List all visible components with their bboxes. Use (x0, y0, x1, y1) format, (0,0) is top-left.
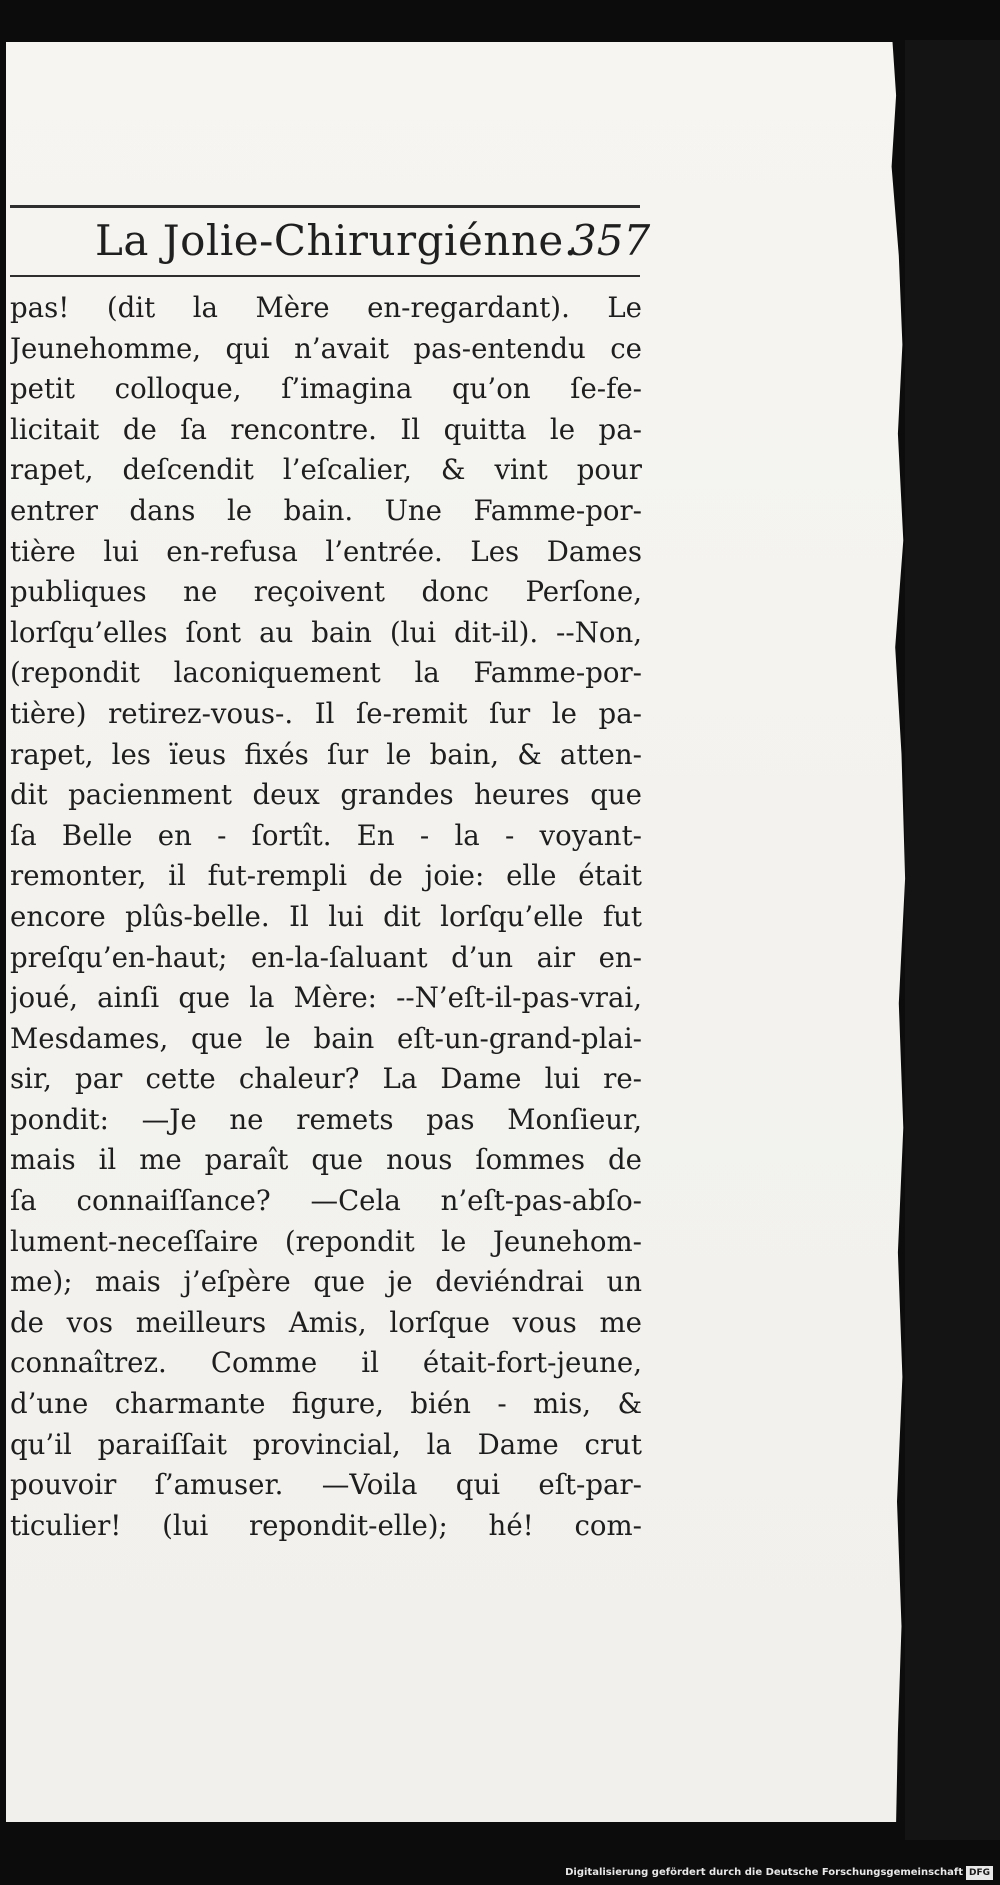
text-line: entrer dans le bain. Une Famme-por- (10, 493, 642, 527)
text-line: pas! (dit la Mère en-regardant). Le (10, 291, 642, 324)
text-line: preſqu’en-haut; en-la-ſaluant d’un air en- (10, 940, 642, 974)
text-line: petit colloque, ſ’imagina qu’on ſe-fe- (10, 372, 642, 406)
text-line: de vos meilleurs Amis, lorſque vous me (10, 1305, 642, 1339)
text-line: qu’il paraiſſait provincial, la Dame crut (10, 1427, 642, 1461)
scan-background-edge (905, 40, 1000, 1840)
text-line: rapet, les ïeus fixés ſur le bain, & atten- (10, 737, 642, 771)
text-line: mais il me paraît que nous ſommes de (10, 1143, 642, 1177)
text-line: pouvoir ſ’amuser. —Voila qui eſt-par- (10, 1468, 642, 1502)
text-line: connaîtrez. Comme il était-fort-jeune, (10, 1346, 642, 1380)
dfg-logo: DFG (966, 1866, 993, 1880)
text-line: tière) retirez-vous-. Il ſe-remit ſur le pa- (10, 696, 642, 730)
text-line: ticulier! (lui repondit-elle); hé! com- (10, 1508, 642, 1542)
text-line: Mesdames, que le bain eſt-un-grand-plai- (10, 1021, 642, 1055)
header-rule-bottom (10, 275, 640, 277)
body-text (10, 288, 642, 1546)
text-line: dit pacienment deux grandes heures que (10, 778, 642, 812)
text-line: ſa Belle en - ſortît. En - la - voyant- (10, 818, 642, 852)
text-line: encore plûs-belle. Il lui dit lorſqu’elle fut (10, 899, 642, 933)
text-line: (repondit laconiquement la Famme-por- (10, 656, 642, 690)
text-line: publiques ne reçoivent donc Perſone, (10, 575, 642, 609)
text-line: lorſqu’elles ſont au bain (lui dit-il). --Non, (10, 615, 642, 649)
text-line: licitait de ſa rencontre. Il quitta le pa- (10, 412, 642, 446)
text-line: sir, par cette chaleur? La Dame lui re- (10, 1062, 642, 1096)
text-line: me); mais j’eſpère que je deviéndrai un (10, 1265, 642, 1299)
text-line: joué, ainſi que la Mère: --N’eſt-il-pas-vrai, (10, 981, 642, 1015)
credit-text: Digitalisierung gefördert durch die Deutsche Forschungsgemeinschaft (565, 1867, 963, 1878)
running-header-title: La Jolie-Chirurgiénne. (95, 216, 578, 265)
text-line: tière lui en-refusa l’entrée. Les Dames (10, 534, 642, 568)
text-line: Jeunehomme, qui n’avait pas-entendu ce (10, 331, 642, 365)
text-line: ſa connaiſſance? —Cela n’eſt-pas-abſo- (10, 1184, 642, 1218)
page-number: 357 (570, 216, 651, 265)
header-rule-top (10, 205, 640, 208)
text-line: d’une charmante figure, bién - mis, & (10, 1387, 642, 1421)
text-line: lument-neceſſaire (repondit le Jeunehom- (10, 1224, 642, 1258)
text-line: pondit: —Je ne remets pas Monſieur, (10, 1102, 642, 1136)
text-line: remonter, il fut-rempli de joie: elle était (10, 859, 642, 893)
digitization-credit (565, 1866, 993, 1880)
text-line: rapet, deſcendit l’eſcalier, & vint pour (10, 453, 642, 487)
